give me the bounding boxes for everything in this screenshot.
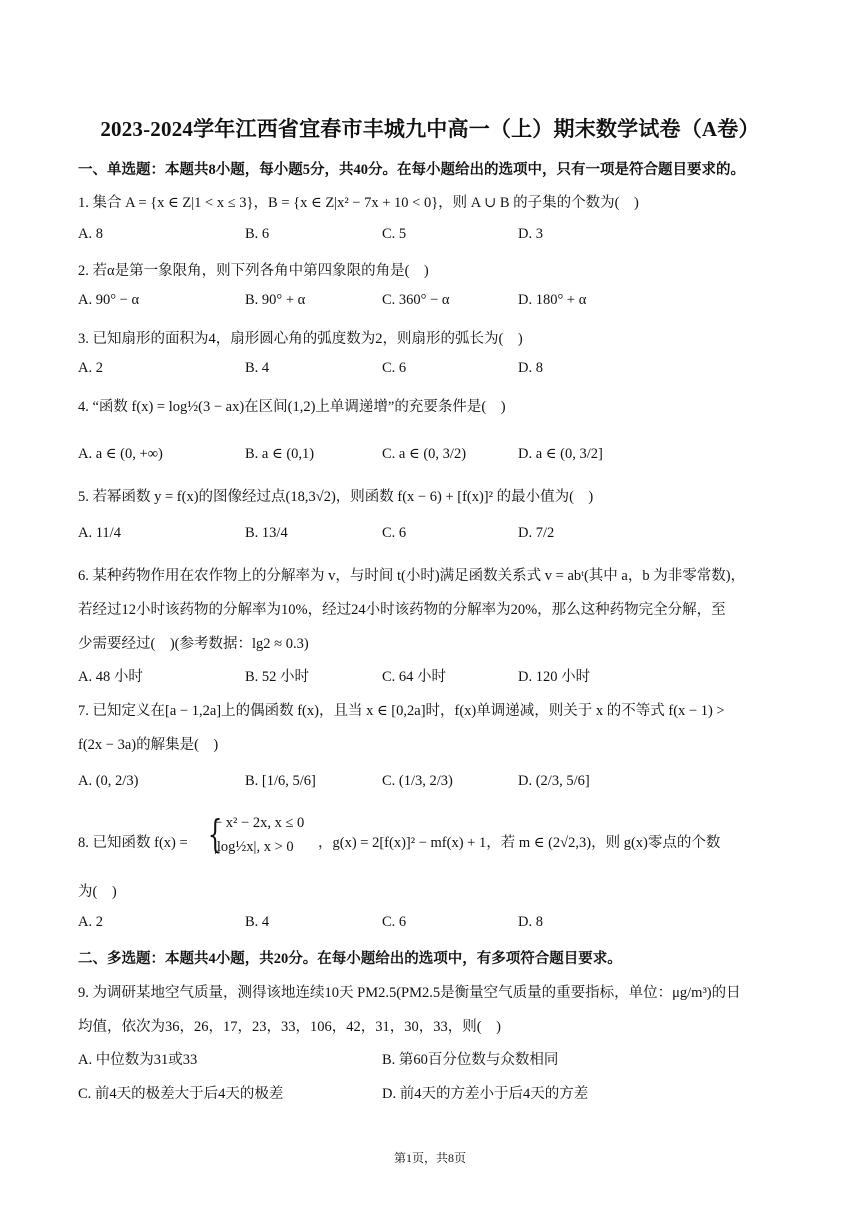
question-5-option-a: A. 11/4: [78, 525, 121, 541]
question-8-option-b: B. 4: [245, 914, 270, 930]
question-3-option-d: D. 8: [518, 360, 543, 376]
question-4-option-c: C. a ∈ (0, 3/2): [382, 446, 467, 462]
question-6-stem-line-1: 6. 某种药物作用在农作物上的分解率为 v，与时间 t(小时)满足函数关系式 v = abᵗ(其中 a，b 为非零常数)，: [78, 568, 746, 584]
question-5-option-b: B. 13/4: [245, 525, 288, 541]
question-7-option-c: C. (1/3, 2/3): [382, 773, 453, 789]
question-7-option-b: B. [1/6, 5/6]: [245, 773, 316, 789]
question-2-option-a: A. 90° − α: [78, 292, 140, 308]
question-9-stem-line-2: 均值，依次为36，26，17，23，33，106，42，31，30，33，则( ): [78, 1019, 501, 1035]
piecewise-brace: {: [207, 812, 223, 856]
question-2-stem: 2. 若α是第一象限角，则下列各角中第四象限的角是( ): [78, 263, 429, 279]
question-5-option-d: D. 7/2: [518, 525, 555, 541]
question-7-option-a: A. (0, 2/3): [78, 773, 139, 789]
question-9-stem-line-1: 9. 为调研某地空气质量，测得该地连续10天 PM2.5(PM2.5是衡量空气质量的重要指标，单位：μg/m³)的日: [78, 985, 741, 1001]
question-3-option-c: C. 6: [382, 360, 407, 376]
question-6-option-b: B. 52 小时: [245, 669, 310, 685]
question-6-option-a: A. 48 小时: [78, 669, 143, 685]
question-3-option-a: A. 2: [78, 360, 103, 376]
question-9-option-a: A. 中位数为31或33: [78, 1052, 198, 1068]
question-1-option-d: D. 3: [518, 226, 543, 242]
page-footer: 第1页，共8页: [393, 1151, 466, 1165]
question-1-stem: 1. 集合 A = {x ∈ Z|1 < x ≤ 3}，B = {x ∈ Z|x² − 7x + 10 < 0}，则 A ∪ B 的子集的个数为( ): [78, 195, 639, 211]
question-6-option-d: D. 120 小时: [518, 669, 591, 685]
question-7-stem-line-1: 7. 已知定义在[a − 1,2a]上的偶函数 f(x)，且当 x ∈ [0,2a]时，f(x)单调递减，则关于 x 的不等式 f(x − 1) >: [78, 703, 725, 719]
question-4-stem: 4. “函数 f(x) = log½(3 − ax)在区间(1,2)上单调递增”的充要条件是( ): [78, 399, 506, 415]
question-9-option-d: D. 前4天的方差小于后4天的方差: [382, 1086, 589, 1102]
question-9-option-c: C. 前4天的极差大于后4天的极差: [78, 1086, 284, 1102]
question-8-stem-rest: ，g(x) = 2[f(x)]² − mf(x) + 1，若 m ∈ (2√2,3)，则 g(x)零点的个数: [318, 835, 721, 851]
question-2-option-d: D. 180° + α: [518, 292, 587, 308]
question-8-case-2: |log½x|, x > 0: [214, 839, 294, 855]
question-8-stem-line-2: 为( ): [78, 884, 117, 900]
question-8-option-a: A. 2: [78, 914, 103, 930]
question-2-option-b: B. 90° + α: [245, 292, 306, 308]
question-4-option-a: A. a ∈ (0, +∞): [78, 446, 163, 462]
question-7-option-d: D. (2/3, 5/6]: [518, 773, 590, 789]
question-5-stem: 5. 若幂函数 y = f(x)的图像经过点(18,3√2)，则函数 f(x − 6) + [f(x)]² 的最小值为( ): [78, 489, 594, 505]
page-title: 2023-2024学年江西省宜春市丰城九中高一（上）期末数学试卷（A卷）: [100, 117, 760, 141]
section-heading-multi-choice: 二、多选题：本题共4小题，共20分。在每小题给出的选项中，有多项符合题目要求。: [78, 951, 622, 967]
question-9-option-b: B. 第60百分位数与众数相同: [382, 1052, 559, 1068]
question-6-stem-line-2: 若经过12小时该药物的分解率为10%，经过24小时该药物的分解率为20%，那么这种药物完全分解，至: [78, 602, 726, 618]
question-1-option-a: A. 8: [78, 226, 103, 242]
question-1-option-c: C. 5: [382, 226, 407, 242]
section-heading-single-choice: 一、单选题：本题共8小题，每小题5分，共40分。在每小题给出的选项中，只有一项是符合题目要求的。: [78, 162, 745, 178]
question-2-option-c: C. 360° − α: [382, 292, 450, 308]
question-4-option-b: B. a ∈ (0,1): [245, 446, 315, 462]
question-8-option-d: D. 8: [518, 914, 543, 930]
question-4-option-d: D. a ∈ (0, 3/2]: [518, 446, 603, 462]
question-3-stem: 3. 已知扇形的面积为4，扇形圆心角的弧度数为2，则扇形的弧长为( ): [78, 331, 523, 347]
question-1-option-b: B. 6: [245, 226, 270, 242]
question-8-option-c: C. 6: [382, 914, 407, 930]
question-6-option-c: C. 64 小时: [382, 669, 447, 685]
question-7-stem-line-2: f(2x − 3a)的解集是( ): [78, 737, 219, 753]
question-5-option-c: C. 6: [382, 525, 407, 541]
question-8-stem-prefix: 8. 已知函数 f(x) =: [78, 835, 188, 851]
question-6-stem-line-3: 少需要经过( )(参考数据：lg2 ≈ 0.3): [78, 636, 309, 652]
question-8-case-1: − x² − 2x, x ≤ 0: [214, 815, 305, 831]
question-3-option-b: B. 4: [245, 360, 270, 376]
